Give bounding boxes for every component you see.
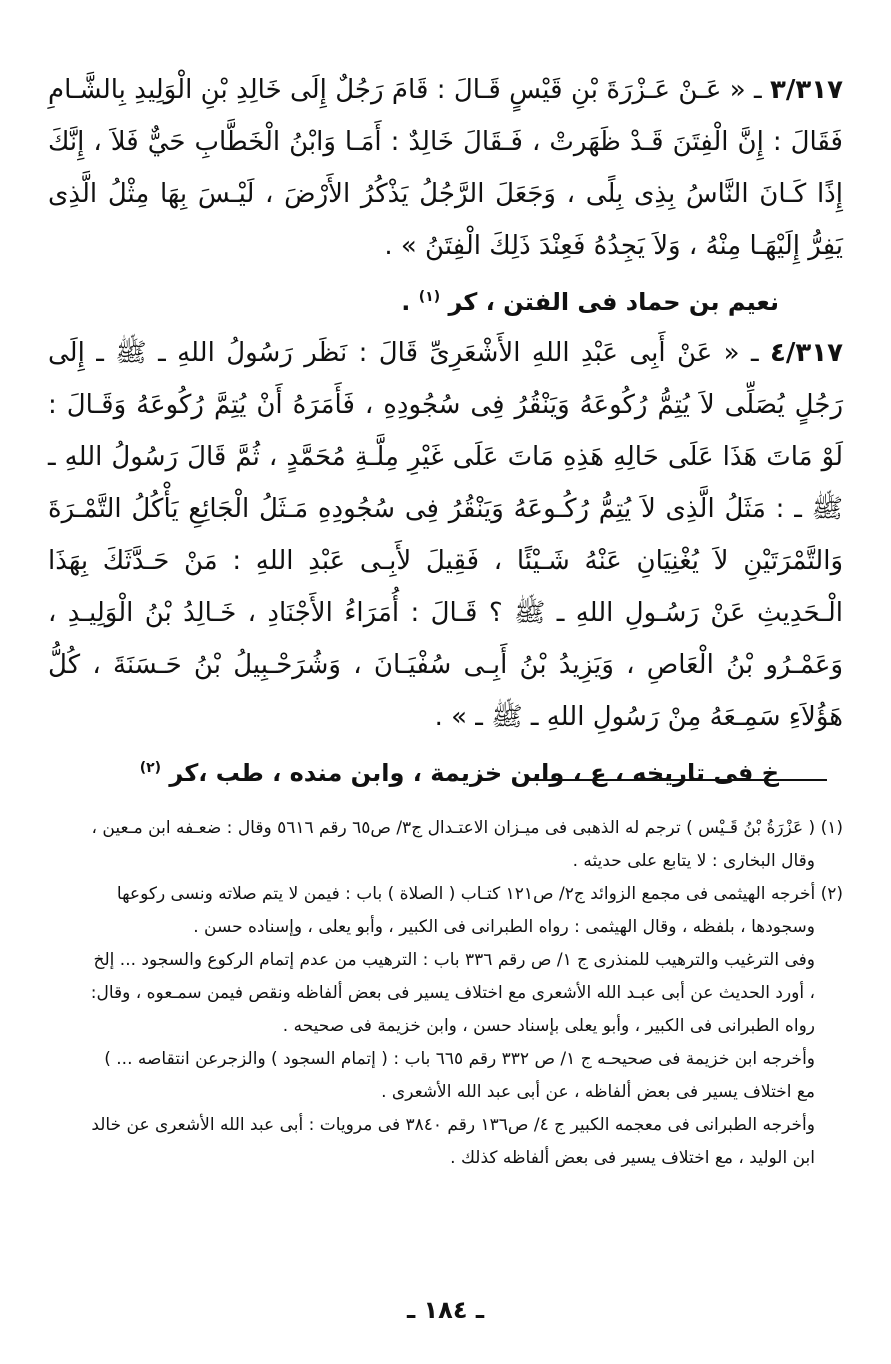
source-line: [48, 743, 843, 798]
footnote-line: وفى الترغيب والترهيب للمنذرى ج ١/ ص رقم ٣٣٦ باب : الترهيب من عدم إتمام الركوع والسجود ... إلخ: [93, 950, 815, 970]
footnotes: [48, 812, 843, 1175]
footnote-separator: [527, 779, 827, 781]
footnote-ref: (٢): [139, 760, 162, 776]
source-line: [48, 272, 843, 327]
footnote-line: ، أورد الحديث عن أبى عبـد الله الأشعرى مع اختلاف يسير فى بعض ألفاظه ونقص فيمن سمـعوه ، وقال:: [90, 983, 815, 1003]
footnote-line: وقال البخارى : لا يتابع على حديثه .: [572, 851, 815, 871]
footnote-ref: (١): [418, 289, 441, 305]
footnote-line: وأخرجه ابن خزيمة فى صحيحـه ج ١/ ص ٣٣٢ رقم ٦٦٥ باب : ( إتمام السجود ) والزجرعن انتقاصه ... ): [104, 1049, 815, 1069]
hadith-number: ٣/٣١٧: [770, 75, 844, 105]
main-text: [48, 64, 843, 798]
source-text: خ فى تاريخه ، ع ، وابن خزيمة ، وابن منده ، طب ،كر: [169, 759, 779, 787]
source-text: نعيم بن حماد فى الفتن ، كر: [448, 288, 779, 316]
footnote-line: ابن الوليد ، مع اختلاف يسير فى بعض ألفاظه كذلك .: [450, 1148, 815, 1168]
hadith-text: ـ « عَـنْ عَـزْرَةَ بْنِ قَيْسٍ قَـالَ : قَامَ رَجُلٌ إِلَى خَالِدِ بْنِ الْوَلِيدِ بِالشَّـامِ فَقَالَ : إِنَّ الْفِتَنَ قَـدْ ظَهَرتْ ، فَـقَالَ خَالِدٌ : أَمَـا وَابْنُ الْخَطَّابِ حَيٌّ فَلاَ ، إِنَّكَ إِذًا كَـانَ النَّاسُ بِذِى بِلًى ، وَجَعَلَ الرَّجُلُ يَذْكُرُ الأَرْضَ ، لَيْـسَ بِهَا مِثْلُ الَّذِى يَفِرُّ إِلَيْهَـا مِنْهُ ، وَلاَ يَجِدُهُ فَعِنْدَ ذَلِكَ الْفِتَنُ » .: [48, 75, 843, 261]
footnote-line: وسجودها ، بلفظه ، وقال الهيثمى : رواه الطبرانى فى الكبير ، وأبو يعلى ، وإسناده حسن .: [193, 917, 815, 937]
footnote-line: (١) ( عَزْرَةُ بْنُ قَـيْس ) ترجم له الذهبى فى ميـزان الاعتـدال ج٣/ ص٦٥ رقم ٥٦١٦ وقال : ضعـفه ابن مـعين ،: [91, 818, 843, 838]
page-number: ـ ١٨٤ ـ: [406, 1296, 485, 1324]
hadith-317-4: [48, 327, 843, 743]
source-end: .: [401, 288, 411, 316]
footnote-line: (٢) أخرجه الهيثمى فى مجمع الزوائد ج٢/ ص١٢١ كتـاب ( الصلاة ) باب : فيمن لا يتم صلاته ونسى ركوعها: [116, 884, 843, 904]
hadith-317-3: [48, 64, 843, 272]
footnote-line: مع اختلاف يسير فى بعض ألفاظه ، عن أبى عبد الله الأشعرى .: [381, 1082, 815, 1102]
hadith-number: ٤/٣١٧: [770, 338, 844, 368]
hadith-text: ـ « عَنْ أَبِى عَبْدِ اللهِ الأَشْعَرِىِّ قَالَ : نَظَر رَسُولُ اللهِ ـ ﷺ ـ إِلَى رَجُلٍ يُصَلِّى لاَ يُتِمُّ رُكُوعَهُ وَيَنْقُرُ فِى سُجُودِهِ ، فَأَمَرَهُ أَنْ يُتِمَّ رُكُوعَهُ وَقَـالَ : لَوْ مَاتَ هَذَا عَلَى حَالِهِ هَذِهِ مَاتَ عَلَى غَيْرِ مِلَّـةِ مُحَمَّدٍ ، ثُمَّ قَالَ رَسُولُ اللهِ ـ ﷺ ـ : مَثَلُ الَّذِى لاَ يُتِمُّ رُكُـوعَهُ وَيَنْقُرُ فِى سُجُودِهِ مَـثَلُ الْجَائِعِ يَأْكُلُ التَّمْـرَةَ وَالتَّمْرَتَيْنِ لاَ يُغْنِيَانِ عَنْهُ شَـيْئًا ، فَقِيلَ لأَبِـى عَبْدِ اللهِ : مَنْ حَـدَّثَكَ بِهَذَا الْـحَدِيثِ عَنْ رَسُـولِ اللهِ ـ ﷺ ؟ قَـالَ : أُمَرَاءُ الأَجْنَادِ ، خَـالِدُ بْنُ الْوَلِيـدِ ، وَعَمْـرُو بْنُ الْعَاصِ ، وَيَزِيدُ بْنُ أَبِـى سُفْيَـانَ ، وَشُرَحْـبِيلُ بْنُ حَـسَنَةَ ، كُلُّ هَؤُلاَءِ سَمِـعَهُ مِنْ رَسُولِ اللهِ ـ ﷺ ـ » .: [48, 338, 843, 732]
footnote-line: رواه الطبرانى فى الكبير ، وأبو يعلى بإسناد حسن ، وابن خزيمة فى صحيحه .: [282, 1016, 815, 1036]
footnote-line: وأخرجه الطبرانى فى معجمه الكبير ج ٤/ ص١٣٦ رقم ٣٨٤٠ فى مرويات : أبى عبد الله الأشعرى عن خالد: [91, 1115, 815, 1135]
